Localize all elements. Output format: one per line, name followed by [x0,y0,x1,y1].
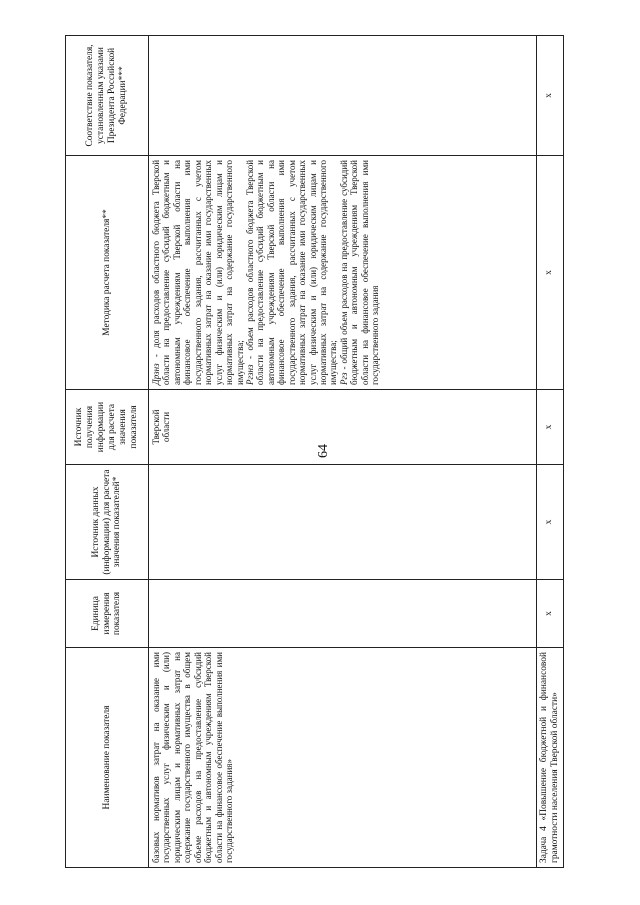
cell-task-compliance: х [537,36,564,156]
header-compliance: Соответствие показателя, установленным указами Президента Российской Федерации*** [66,36,149,156]
cell-info-source: Тверской области [149,390,537,465]
cell-task-unit: х [537,580,564,648]
header-method: Методика расчета показателя** [66,156,149,390]
method-symbol: Дрзнз [151,363,161,385]
method-text: - общий объем расходов на предоставление субсидий бюджетным и автономным учреждениям Тверской области на финансовое обеспечение выполнения ими государственного задания [338,160,381,385]
cell-indicator-name: базовых нормативов затрат на оказание ими государственных услуг физическим и (или) юридическим лицам и нормативных затрат на содержание государственного имущества в общем объеме расходов на предоставление субсидий бюджетным и автономным учреждениям Тверской области на финансовое обеспечение выполнения ими государственного задания» [149,648,537,868]
cell-unit [149,580,537,648]
table-header-row [66,36,149,868]
method-item [245,160,339,385]
cell-task-method: х [537,156,564,390]
header-name: Наименование показателя [66,648,149,868]
method-item [339,160,381,385]
cell-method [149,156,537,390]
cell-task-name: Задача 4 «Повышение бюджетной и финансовой грамотности населения Тверской области» [537,648,564,868]
table-row [149,36,537,868]
header-info-source: Источник получения информации для расчета значения показателя [66,390,149,465]
indicator-table-rotated [65,36,576,868]
cell-task-data-source: х [537,465,564,580]
method-symbol: Ргз [338,372,349,385]
method-symbol: Ргзнз [244,364,255,385]
method-text: - объем расходов областного бюджета Тверской области на предоставление субсидий бюджетным и автономным учреждениям Тверской области на финансовое обеспечение выполнения ими государственного задания, рассчитанных с учетом нормативных затрат на оказание ими государственных услуг физическим и (или) юридическим лицам и нормативных затрат на содержание государственного имущества; [244,159,339,385]
table-row-task [537,36,564,868]
header-data-source: Источник данных (информации) для расчета значения показателей* [66,465,149,580]
method-text: - доля расходов областного бюджета Тверской области на предоставление субсидий бюджетным и автономным учреждениям Тверской области на финансовое обеспечение выполнения ими государственного задания, рассчитанных с учетом нормативных затрат на оказание ими государственных услуг физическим и (или) юридическим лицам и нормативных затрат на содержание государственного имущества; [151,159,245,385]
method-item [151,160,245,385]
cell-task-info-source: х [537,390,564,465]
header-unit: Единица измерения показателя [66,580,149,648]
indicator-table [65,35,564,868]
page-number: 64 [316,444,331,458]
cell-compliance [149,36,537,156]
cell-data-source [149,465,537,580]
